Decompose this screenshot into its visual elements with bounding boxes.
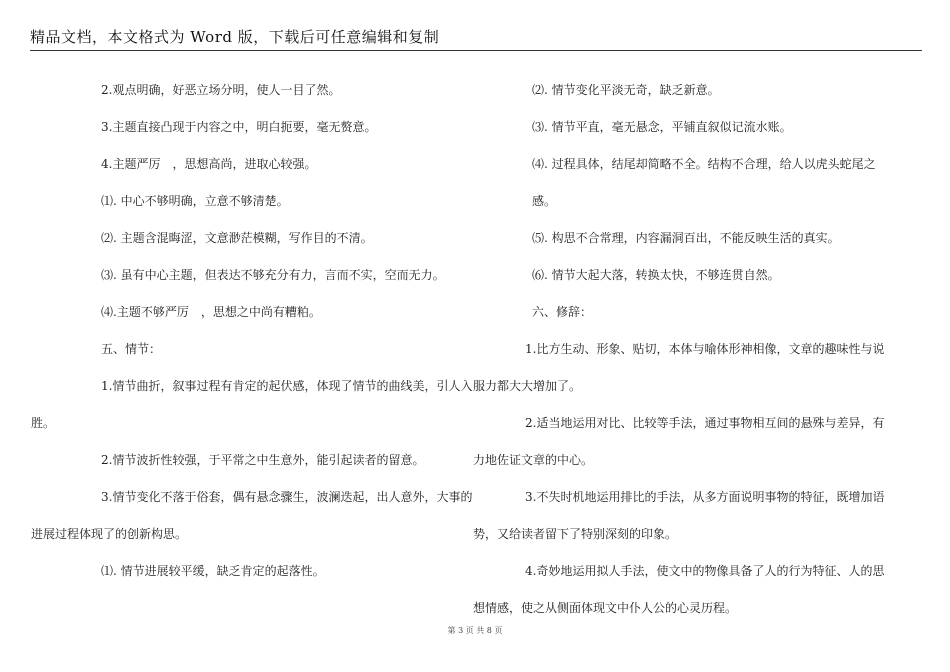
paragraph: 五、情节：	[101, 342, 162, 356]
paragraph: 4.奇妙地运用拟人手法，使文中的物像具备了人的行为特征、人的思想情感，使之从侧面体现文中仆人公的心灵历程。	[473, 564, 885, 615]
paragraph: 1.情节曲折，叙事过程有肯定的起伏感，体现了情节的曲线美，引人入胜。	[31, 379, 473, 430]
paragraph: ⑶. 虽有中心主题，但表达不够充分有力，言而不实，空而无力。	[101, 268, 445, 282]
paragraph: 3.不失时机地运用排比的手法，从多方面说明事物的特征，既增加语势，又给读者留下了特别深刻的印象。	[473, 490, 885, 541]
paragraph: 3.主题直接凸现于内容之中，明白扼要，毫无赘意。	[101, 120, 377, 134]
paragraph: ⑷.主题不够严厉 ，思想之中尚有糟粕。	[101, 305, 321, 319]
paragraph: ⑹. 情节大起大落，转换太快，不够连贯自然。	[532, 268, 780, 282]
paragraph: 2.观点明确，好恶立场分明，使人一目了然。	[101, 83, 341, 97]
paragraph: ⑵. 情节变化平淡无奇，缺乏新意。	[532, 83, 720, 97]
paragraph: ⑶. 情节平直，毫无悬念，平铺直叙似记流水账。	[532, 120, 792, 134]
paragraph: 1.比方生动、形象、贴切，本体与喻体形神相像，文章的趣味性与说服力都大大增加了。	[473, 342, 885, 393]
right-column	[473, 72, 892, 627]
paragraph: 3.情节变化不落于俗套，偶有悬念骤生，波澜迭起，出人意外，大事的进展过程体现了的创新构思。	[31, 490, 473, 541]
paragraph: ⑴. 中心不够明确，立意不够清楚。	[101, 194, 289, 208]
paragraph: 六、修辞：	[532, 305, 593, 319]
paragraph: ⑴. 情节进展较平缓，缺乏肯定的起落性。	[101, 564, 325, 578]
header-divider	[30, 50, 922, 51]
paragraph: 2.情节波折性较强，于平常之中生意外，能引起读者的留意。	[101, 453, 425, 467]
paragraph: ⑵. 主题含混晦涩，文意渺茫模糊，写作目的不清。	[101, 231, 373, 245]
left-column	[31, 72, 484, 590]
paragraph: ⑷. 过程具体，结尾却简略不全。结构不合理，给人以虎头蛇尾之感。	[532, 157, 876, 208]
paragraph: 4.主题严厉 ，思想高尚，进取心较强。	[101, 157, 317, 171]
paragraph: 2.适当地运用对比、比较等手法，通过事物相互间的悬殊与差异，有力地佐证文章的中心。	[473, 416, 885, 467]
page-number: 第 3 页 共 8 页	[447, 626, 503, 635]
paragraph: ⑸. 构思不合常理，内容漏洞百出，不能反映生活的真实。	[532, 231, 840, 245]
document-header: 精品文档，本文格式为 Word 版，下载后可任意编辑和复制	[30, 28, 440, 46]
